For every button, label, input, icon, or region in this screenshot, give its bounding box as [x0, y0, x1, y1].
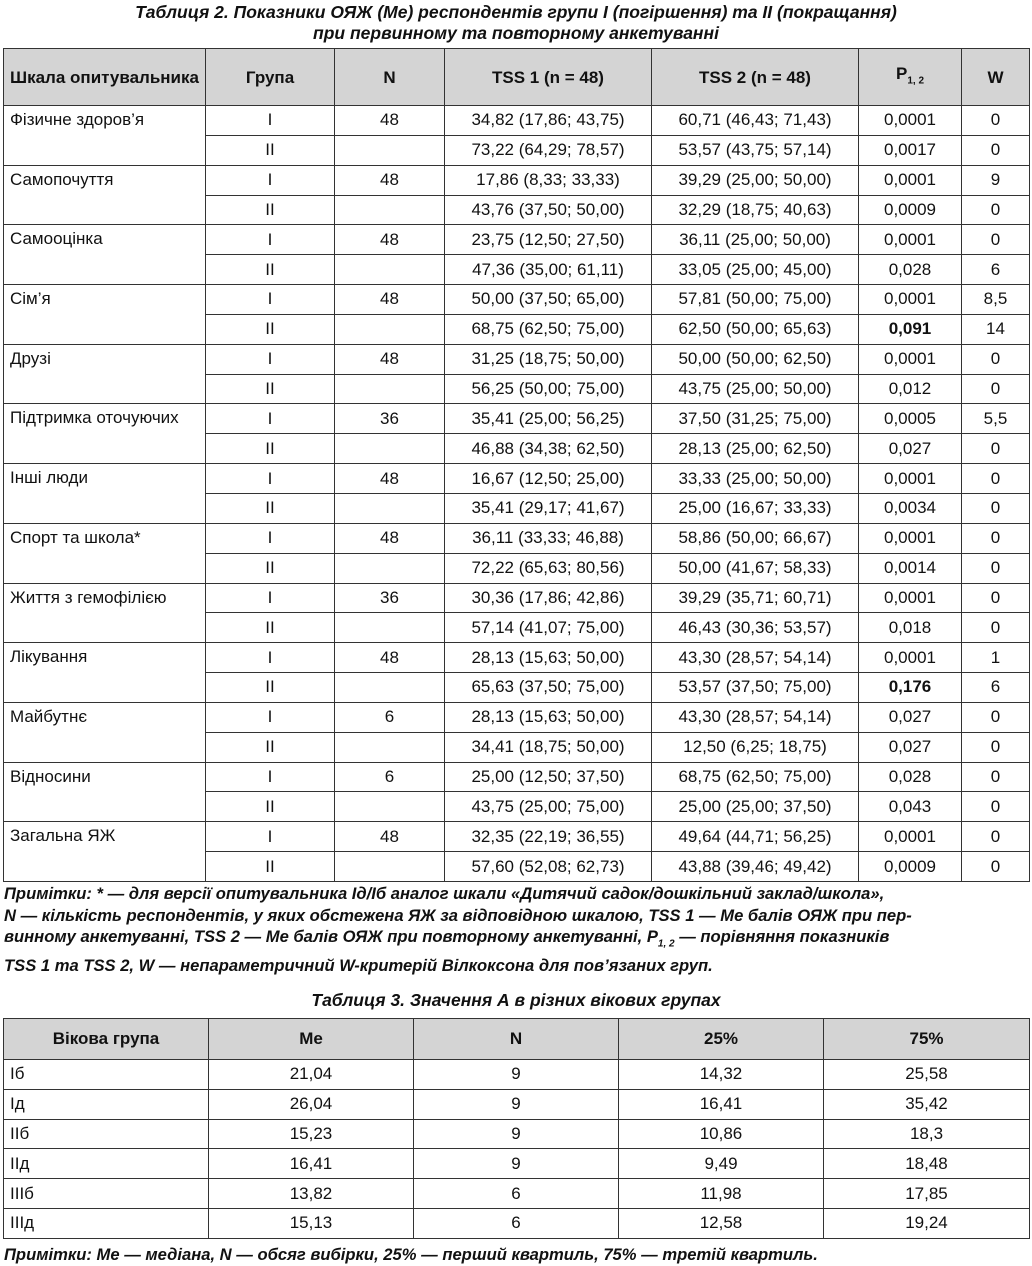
tss2-cell: 37,50 (31,25; 75,00): [652, 404, 859, 434]
tss2-cell: 46,43 (30,36; 53,57): [652, 613, 859, 643]
table-row: [4, 464, 1030, 494]
table-row: [4, 1179, 1030, 1209]
header-tss1: TSS 1 (n = 48): [445, 49, 652, 106]
w-cell: 6: [962, 255, 1030, 285]
p-cell: 0,0005: [859, 404, 962, 434]
tss2-cell: 53,57 (37,50; 75,00): [652, 673, 859, 703]
group-cell: II: [206, 314, 335, 344]
w-cell: 0: [962, 344, 1030, 374]
age-group-cell: Ід: [4, 1089, 209, 1119]
p-cell: 0,027: [859, 702, 962, 732]
tss2-cell: 43,75 (25,00; 50,00): [652, 374, 859, 404]
tss1-cell: 73,22 (64,29; 78,57): [445, 135, 652, 165]
p-cell: 0,0001: [859, 822, 962, 852]
tss1-cell: 28,13 (15,63; 50,00): [445, 702, 652, 732]
n-cell: 48: [335, 165, 445, 195]
group-cell: II: [206, 613, 335, 643]
group-cell: I: [206, 225, 335, 255]
n-cell: 48: [335, 822, 445, 852]
n-cell-empty: [335, 195, 445, 225]
w-cell: 0: [962, 523, 1030, 553]
n-cell: 9: [414, 1060, 619, 1090]
group-cell: II: [206, 374, 335, 404]
table2-caption-line1: Таблиця 2. Показники ОЯЖ (Ме) респондентів групи І (погіршення) та ІІ (покращання): [135, 2, 897, 22]
group-cell: II: [206, 255, 335, 285]
table-row: [4, 344, 1030, 374]
table-row: [4, 225, 1030, 255]
me-cell: 15,23: [209, 1119, 414, 1149]
w-cell: 0: [962, 762, 1030, 792]
p-cell: 0,0017: [859, 135, 962, 165]
w-cell: 0: [962, 583, 1030, 613]
tss1-cell: 56,25 (50,00; 75,00): [445, 374, 652, 404]
n-cell: 6: [414, 1179, 619, 1209]
table-row: [4, 1119, 1030, 1149]
scale-cell: Відносини: [4, 762, 206, 822]
tss2-cell: 58,86 (50,00; 66,67): [652, 523, 859, 553]
table3-caption: Таблиця 3. Значення А в різних вікових групах: [311, 990, 721, 1010]
p-cell: 0,0001: [859, 464, 962, 494]
scale-cell: Фізичне здоров’я: [4, 106, 206, 166]
w-cell: 6: [962, 673, 1030, 703]
p-cell: 0,0001: [859, 106, 962, 136]
n-cell-empty: [335, 613, 445, 643]
group-cell: II: [206, 732, 335, 762]
n-cell-empty: [335, 852, 445, 882]
tss2-cell: 32,29 (18,75; 40,63): [652, 195, 859, 225]
me-cell: 21,04: [209, 1060, 414, 1090]
n-cell: 48: [335, 344, 445, 374]
group-cell: II: [206, 553, 335, 583]
tss1-cell: 57,14 (41,07; 75,00): [445, 613, 652, 643]
w-cell: 0: [962, 553, 1030, 583]
n-cell-empty: [335, 135, 445, 165]
tss1-cell: 31,25 (18,75; 50,00): [445, 344, 652, 374]
p-cell: 0,018: [859, 613, 962, 643]
p-cell: 0,0001: [859, 225, 962, 255]
w-cell: 0: [962, 434, 1030, 464]
n-cell: 6: [335, 702, 445, 732]
n-cell: 36: [335, 404, 445, 434]
n-cell: 9: [414, 1089, 619, 1119]
tss1-cell: 28,13 (15,63; 50,00): [445, 643, 652, 673]
group-cell: II: [206, 852, 335, 882]
q25-cell: 14,32: [619, 1060, 824, 1090]
scale-cell: Підтримка оточуючих: [4, 404, 206, 464]
p-cell: 0,0001: [859, 285, 962, 315]
tss2-cell: 50,00 (41,67; 58,33): [652, 553, 859, 583]
tss1-cell: 23,75 (12,50; 27,50): [445, 225, 652, 255]
table2-caption-line2: при первинному та повторному анкетуванні: [313, 23, 719, 43]
w-cell: 0: [962, 792, 1030, 822]
me-cell: 13,82: [209, 1179, 414, 1209]
scale-cell: Лікування: [4, 643, 206, 703]
table-row: [4, 762, 1030, 792]
q75-cell: 17,85: [824, 1179, 1030, 1209]
p-cell: 0,0009: [859, 195, 962, 225]
tss2-cell: 57,81 (50,00; 75,00): [652, 285, 859, 315]
tss1-cell: 25,00 (12,50; 37,50): [445, 762, 652, 792]
n-cell: 6: [414, 1208, 619, 1238]
n-cell: 6: [335, 762, 445, 792]
p-cell: 0,0001: [859, 643, 962, 673]
header-w: W: [962, 49, 1030, 106]
group-cell: I: [206, 285, 335, 315]
q25-cell: 10,86: [619, 1119, 824, 1149]
tss1-cell: 30,36 (17,86; 42,86): [445, 583, 652, 613]
p-cell: 0,043: [859, 792, 962, 822]
p-cell: 0,176: [859, 673, 962, 703]
n-cell-empty: [335, 314, 445, 344]
tss2-cell: 25,00 (25,00; 37,50): [652, 792, 859, 822]
table-row: [4, 822, 1030, 852]
w-cell: 9: [962, 165, 1030, 195]
p-cell: 0,0014: [859, 553, 962, 583]
header-age-group: Вікова група: [4, 1019, 209, 1060]
n-cell: 48: [335, 464, 445, 494]
table-row: [4, 523, 1030, 553]
table3-header-row: [4, 1019, 1030, 1060]
w-cell: 1: [962, 643, 1030, 673]
table2-header-row: [4, 49, 1030, 106]
table-row: [4, 106, 1030, 136]
n-cell-empty: [335, 553, 445, 583]
group-cell: I: [206, 643, 335, 673]
age-group-cell: ІІб: [4, 1119, 209, 1149]
table2-caption: [0, 2, 1032, 44]
p-cell: 0,0001: [859, 344, 962, 374]
tss2-cell: 33,33 (25,00; 50,00): [652, 464, 859, 494]
tss2-cell: 68,75 (62,50; 75,00): [652, 762, 859, 792]
group-cell: I: [206, 583, 335, 613]
header-q25: 25%: [619, 1019, 824, 1060]
group-cell: I: [206, 404, 335, 434]
p-cell: 0,0009: [859, 852, 962, 882]
tss1-cell: 57,60 (52,08; 62,73): [445, 852, 652, 882]
tss1-cell: 65,63 (37,50; 75,00): [445, 673, 652, 703]
scale-cell: Інші люди: [4, 464, 206, 524]
table2-notes-line3: винному анкетуванні, TSS 2 — Ме балів ОЯЖ при повторному анкетуванні, $P_{1, 2}$ — порівняння показників: [4, 927, 890, 950]
table2-notes-line2: N — кількість респондентів, у яких обстежена ЯЖ за відповідною шкалою, TSS 1 — Ме балів ОЯЖ при пер-: [4, 905, 912, 925]
w-cell: 14: [962, 314, 1030, 344]
tss1-cell: 34,82 (17,86; 43,75): [445, 106, 652, 136]
w-cell: 0: [962, 195, 1030, 225]
n-cell-empty: [335, 493, 445, 523]
scale-cell: Майбутнє: [4, 702, 206, 762]
q75-cell: 19,24: [824, 1208, 1030, 1238]
scale-cell: Сім’я: [4, 285, 206, 345]
n-cell-empty: [335, 434, 445, 464]
n-cell: 48: [335, 285, 445, 315]
table2: [3, 48, 1030, 882]
tss1-cell: 43,76 (37,50; 50,00): [445, 195, 652, 225]
w-cell: 8,5: [962, 285, 1030, 315]
q75-cell: 18,3: [824, 1119, 1030, 1149]
tss1-cell: 32,35 (22,19; 36,55): [445, 822, 652, 852]
tss1-cell: 36,11 (33,33; 46,88): [445, 523, 652, 553]
p-cell: 0,028: [859, 762, 962, 792]
w-cell: 0: [962, 135, 1030, 165]
group-cell: I: [206, 822, 335, 852]
tss2-cell: 12,50 (6,25; 18,75): [652, 732, 859, 762]
q75-cell: 18,48: [824, 1149, 1030, 1179]
w-cell: 5,5: [962, 404, 1030, 434]
header-me: Ме: [209, 1019, 414, 1060]
n-cell: 48: [335, 643, 445, 673]
w-cell: 0: [962, 822, 1030, 852]
tss1-cell: 68,75 (62,50; 75,00): [445, 314, 652, 344]
q25-cell: 12,58: [619, 1208, 824, 1238]
header-group: Група: [206, 49, 335, 106]
tss1-cell: 72,22 (65,63; 80,56): [445, 553, 652, 583]
tss1-cell: 47,36 (35,00; 61,11): [445, 255, 652, 285]
q25-cell: 11,98: [619, 1179, 824, 1209]
n-cell-empty: [335, 673, 445, 703]
q75-cell: 35,42: [824, 1089, 1030, 1119]
p-cell: 0,0001: [859, 165, 962, 195]
p-cell: 0,091: [859, 314, 962, 344]
p-cell: 0,0001: [859, 523, 962, 553]
table-row: [4, 643, 1030, 673]
group-cell: I: [206, 106, 335, 136]
tss2-cell: 33,05 (25,00; 45,00): [652, 255, 859, 285]
w-cell: 0: [962, 464, 1030, 494]
age-group-cell: ІІд: [4, 1149, 209, 1179]
p-cell: 0,0034: [859, 493, 962, 523]
n-cell: 48: [335, 523, 445, 553]
tss2-cell: 43,30 (28,57; 54,14): [652, 702, 859, 732]
table2-notes: [4, 883, 1028, 976]
group-cell: II: [206, 792, 335, 822]
tss2-cell: 39,29 (35,71; 60,71): [652, 583, 859, 613]
group-cell: II: [206, 135, 335, 165]
header-n: N: [335, 49, 445, 106]
table-row: [4, 702, 1030, 732]
w-cell: 0: [962, 613, 1030, 643]
q25-cell: 9,49: [619, 1149, 824, 1179]
table2-notes-line4: TSS 1 та TSS 2, W — непараметричний W-критерій Вілкоксона для пов’язаних груп.: [4, 955, 713, 975]
header-n: N: [414, 1019, 619, 1060]
p-cell: 0,012: [859, 374, 962, 404]
tss2-cell: 62,50 (50,00; 65,63): [652, 314, 859, 344]
n-cell-empty: [335, 792, 445, 822]
w-cell: 0: [962, 225, 1030, 255]
q25-cell: 16,41: [619, 1089, 824, 1119]
scale-cell: Друзі: [4, 344, 206, 404]
tss1-cell: 35,41 (25,00; 56,25): [445, 404, 652, 434]
w-cell: 0: [962, 106, 1030, 136]
tss2-cell: 25,00 (16,67; 33,33): [652, 493, 859, 523]
w-cell: 0: [962, 852, 1030, 882]
w-cell: 0: [962, 374, 1030, 404]
tss2-cell: 43,30 (28,57; 54,14): [652, 643, 859, 673]
header-tss2: TSS 2 (n = 48): [652, 49, 859, 106]
table-row: [4, 1060, 1030, 1090]
table2-notes-line1: Примітки: * — для версії опитувальника Ід/Іб аналог шкали «Дитячий садок/дошкільний заклад/школа»,: [4, 884, 885, 903]
table-row: [4, 1208, 1030, 1238]
tss2-cell: 28,13 (25,00; 62,50): [652, 434, 859, 464]
group-cell: I: [206, 762, 335, 792]
table-row: [4, 1089, 1030, 1119]
scale-cell: Самопочуття: [4, 165, 206, 225]
tss2-cell: 60,71 (46,43; 71,43): [652, 106, 859, 136]
group-cell: II: [206, 195, 335, 225]
q75-cell: 25,58: [824, 1060, 1030, 1090]
w-cell: 0: [962, 732, 1030, 762]
table-row: [4, 285, 1030, 315]
header-q75: 75%: [824, 1019, 1030, 1060]
tss1-cell: 16,67 (12,50; 25,00): [445, 464, 652, 494]
n-cell-empty: [335, 255, 445, 285]
p-cell: 0,0001: [859, 583, 962, 613]
p-cell: 0,027: [859, 434, 962, 464]
n-cell: 48: [335, 225, 445, 255]
tss2-cell: 43,88 (39,46; 49,42): [652, 852, 859, 882]
group-cell: II: [206, 493, 335, 523]
table3: [3, 1018, 1030, 1239]
group-cell: I: [206, 165, 335, 195]
tss1-cell: 34,41 (18,75; 50,00): [445, 732, 652, 762]
w-cell: 0: [962, 493, 1030, 523]
w-cell: 0: [962, 702, 1030, 732]
age-group-cell: ІІІб: [4, 1179, 209, 1209]
group-cell: I: [206, 464, 335, 494]
header-scale: Шкала опитувальника: [4, 49, 206, 106]
n-cell-empty: [335, 732, 445, 762]
tss1-cell: 43,75 (25,00; 75,00): [445, 792, 652, 822]
scale-cell: Загальна ЯЖ: [4, 822, 206, 882]
n-cell: 48: [335, 106, 445, 136]
group-cell: II: [206, 434, 335, 464]
n-cell-empty: [335, 374, 445, 404]
tss2-cell: 39,29 (25,00; 50,00): [652, 165, 859, 195]
table3-notes: Примітки: Ме — медіана, N — обсяг вибірки, 25% — перший квартиль, 75% — третій квартиль.: [4, 1245, 818, 1264]
table-row: [4, 1149, 1030, 1179]
tss2-cell: 36,11 (25,00; 50,00): [652, 225, 859, 255]
age-group-cell: ІІІд: [4, 1208, 209, 1238]
scale-cell: Життя з гемофілією: [4, 583, 206, 643]
me-cell: 26,04: [209, 1089, 414, 1119]
me-cell: 16,41: [209, 1149, 414, 1179]
n-cell: 36: [335, 583, 445, 613]
me-cell: 15,13: [209, 1208, 414, 1238]
table-row: [4, 404, 1030, 434]
group-cell: I: [206, 523, 335, 553]
scale-cell: Спорт та школа*: [4, 523, 206, 583]
group-cell: I: [206, 344, 335, 374]
group-cell: II: [206, 673, 335, 703]
tss1-cell: 50,00 (37,50; 65,00): [445, 285, 652, 315]
scale-cell: Самооцінка: [4, 225, 206, 285]
tss2-cell: 50,00 (50,00; 62,50): [652, 344, 859, 374]
p-cell: 0,028: [859, 255, 962, 285]
table-row: [4, 165, 1030, 195]
tss1-cell: 46,88 (34,38; 62,50): [445, 434, 652, 464]
tss1-cell: 35,41 (29,17; 41,67): [445, 493, 652, 523]
tss1-cell: 17,86 (8,33; 33,33): [445, 165, 652, 195]
table-row: [4, 583, 1030, 613]
group-cell: I: [206, 702, 335, 732]
age-group-cell: Іб: [4, 1060, 209, 1090]
n-cell: 9: [414, 1149, 619, 1179]
tss2-cell: 49,64 (44,71; 56,25): [652, 822, 859, 852]
p-cell: 0,027: [859, 732, 962, 762]
n-cell: 9: [414, 1119, 619, 1149]
header-p: $P_{1, 2}$: [859, 49, 962, 106]
tss2-cell: 53,57 (43,75; 57,14): [652, 135, 859, 165]
